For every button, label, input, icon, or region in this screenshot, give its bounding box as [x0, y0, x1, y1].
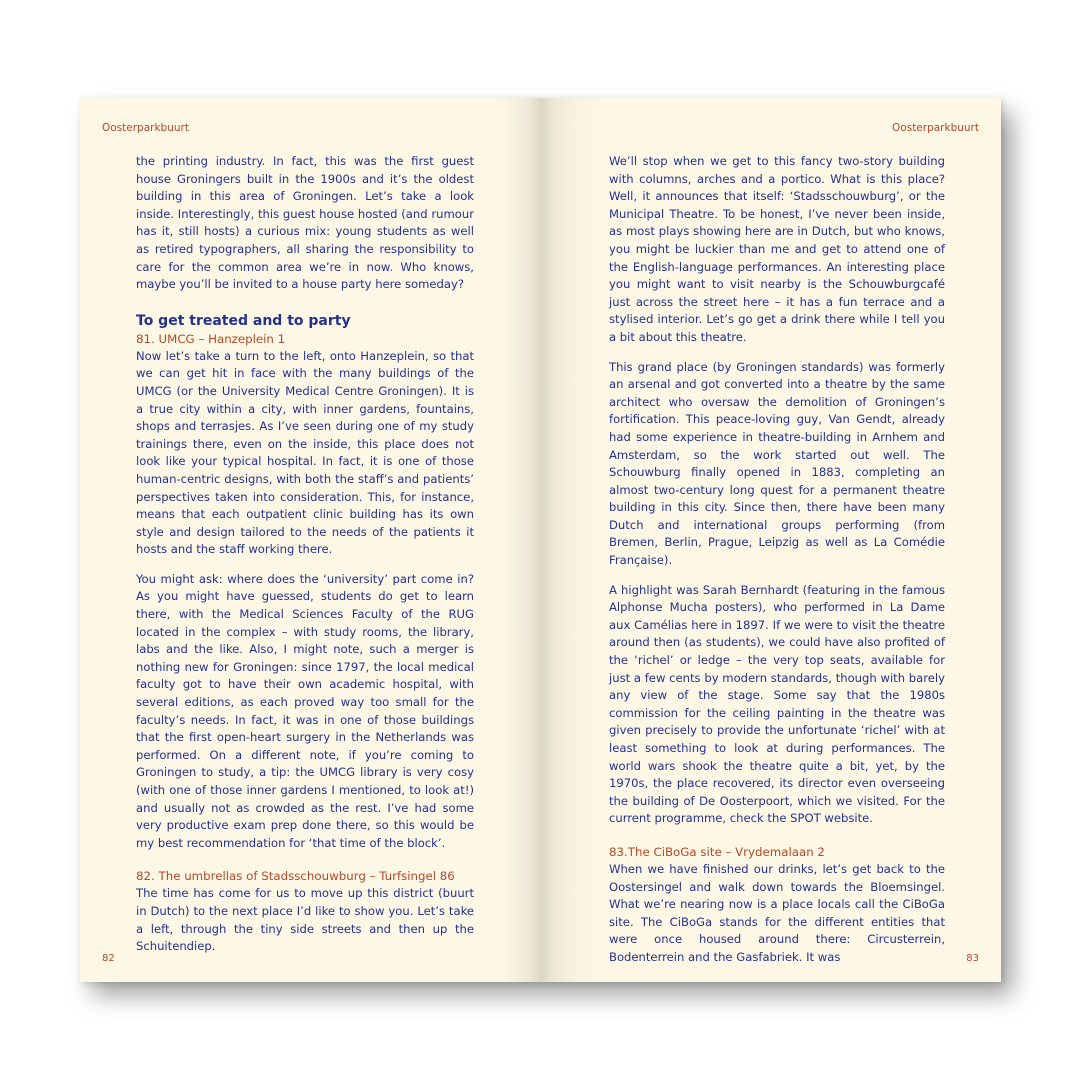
paragraph: When we have finished our drinks, let’s get back to the Oostersingel and walk down towards the Bloemsingel. What we’re nearing now is a place locals call the CiBoGa site. The CiBoGa stands for the different entities that were once housed around there: Circusterrein, Bodenterrein and the Gasfabriek. It was — [609, 861, 945, 964]
left-body-text — [136, 153, 474, 956]
page-number: 82 — [102, 953, 115, 964]
open-book — [80, 98, 1001, 982]
paragraph: You might ask: where does the ‘university’ part come in? As you might have guessed, students do get to learn there, with the Medical Sciences Faculty of the RUG located in the complex – with study rooms, the library, labs and the like. Also, I might note, such a merger is nothing new for Groningen: since 1797, the local medical faculty got to have their own academic hospital, with several editions, as each proved way too small for the faculty’s needs. In fact, it was in one of those buildings that the first open-heart surgery in the Netherlands was performed. On a different note, if you’re coming to Groningen to study, a tip: the UMCG library is very cosy (with one of those inner gardens I mentioned, to look at!) and usually not as crowded as the rest. I’ve had some very productive exam prep done there, so this would be my best recommendation for ‘that time of the block’. — [136, 571, 474, 850]
page-number: 83 — [966, 953, 979, 964]
right-body-text — [609, 153, 945, 967]
location-heading: 82. The umbrellas of Stadsschouwburg – Turfsingel 86 — [136, 869, 455, 884]
left-page — [80, 98, 540, 982]
section-title: To get treated and to party — [136, 312, 351, 329]
location-heading: 81. UMCG – Hanzeplein 1 — [136, 331, 286, 346]
location-heading: 83.The CiBoGa site – Vrydemalaan 2 — [609, 844, 825, 859]
paragraph: A highlight was Sarah Bernhardt (featuring in the famous Alphonse Mucha posters), who performed in La Dame aux Camélias here in 1897. If we were to visit the theatre around then (as students), we could have also profited of the ‘richel’ or ledge – the very top seats, available for just a few cents by modern standards, though with barely any view of the stage. Some say that the 1980s commission for the ceiling painting in the theatre was given precisely to provide the unfortunate ‘richel’ with at least something to look at during performances. The world wars shook the theatre quite a bit, yet, by the 1970s, the place recovered, its director even overseeing the building of De Oosterpoort, which we visited. For the current programme, check the SPOT website. — [609, 582, 945, 826]
running-header: Oosterparkbuurt — [102, 122, 189, 134]
paragraph: the printing industry. In fact, this was the first guest house Groningers built in the 1900s and it’s the oldest building in this area of Groningen. Let’s take a look inside. Interestingly, this guest house hosted (and rumour has it, still hosts) a curious mix: young students as well as retired typographers, all sharing the responsibility to care for the common area we’re in now. Who knows, maybe you’ll be invited to a house party here someday? — [136, 154, 474, 292]
paragraph: The time has come for us to move up this district (buurt in Dutch) to the next place I’d like to show you. Let’s take a left, through the tiny side streets and then up the Schuitendiep. — [136, 886, 474, 954]
paragraph: We’ll stop when we get to this fancy two-story building with columns, arches and a portico. What is this place? Well, it announces that itself: ‘Stadsschouwburg’, or the Municipal Theatre. To be honest, I’ve never been inside, as most plays showing here are in Dutch, but who knows, you might be luckier than me and get to attend one of the English-language performances. An interesting place you might want to visit nearby is the Schouwburgcafé just across the street here – it has a fun terrace and a stylised interior. Let’s go get a drink there while I tell you a bit about this theatre. — [609, 154, 945, 344]
right-page — [540, 98, 1001, 982]
paragraph: This grand place (by Groningen standards) was formerly an arsenal and got converted into a theatre by the same architect who oversaw the demolition of Groningen’s fortification. This peace-loving guy, Van Gendt, already had some experience in theatre-building in Arnhem and Amsterdam, so the work started out well. The Schouwburg finally opened in 1883, completing an almost two-century long quest for a permanent theatre building in this city. Since then, there have been many Dutch and international groups performing (from Bremen, Berlin, Prague, Leipzig as well as La Comédie Française). — [609, 359, 945, 568]
running-header: Oosterparkbuurt — [892, 122, 979, 134]
paragraph: Now let’s take a turn to the left, onto Hanzeplein, so that we can get hit in face with the many buildings of the UMCG (or the University Medical Centre Groningen). It is a true city within a city, with inner gardens, fountains, shops and terrasjes. As I’ve seen during one of my study trainings there, even on the inside, this place does not look like your typical hospital. In fact, it is one of those human-centric designs, with both the staff’s and patients’ perspectives taken into consideration. This, for instance, means that each outpatient clinic building has its own style and design tailored to the needs of the patients it hosts and the staff working there. — [136, 348, 474, 557]
